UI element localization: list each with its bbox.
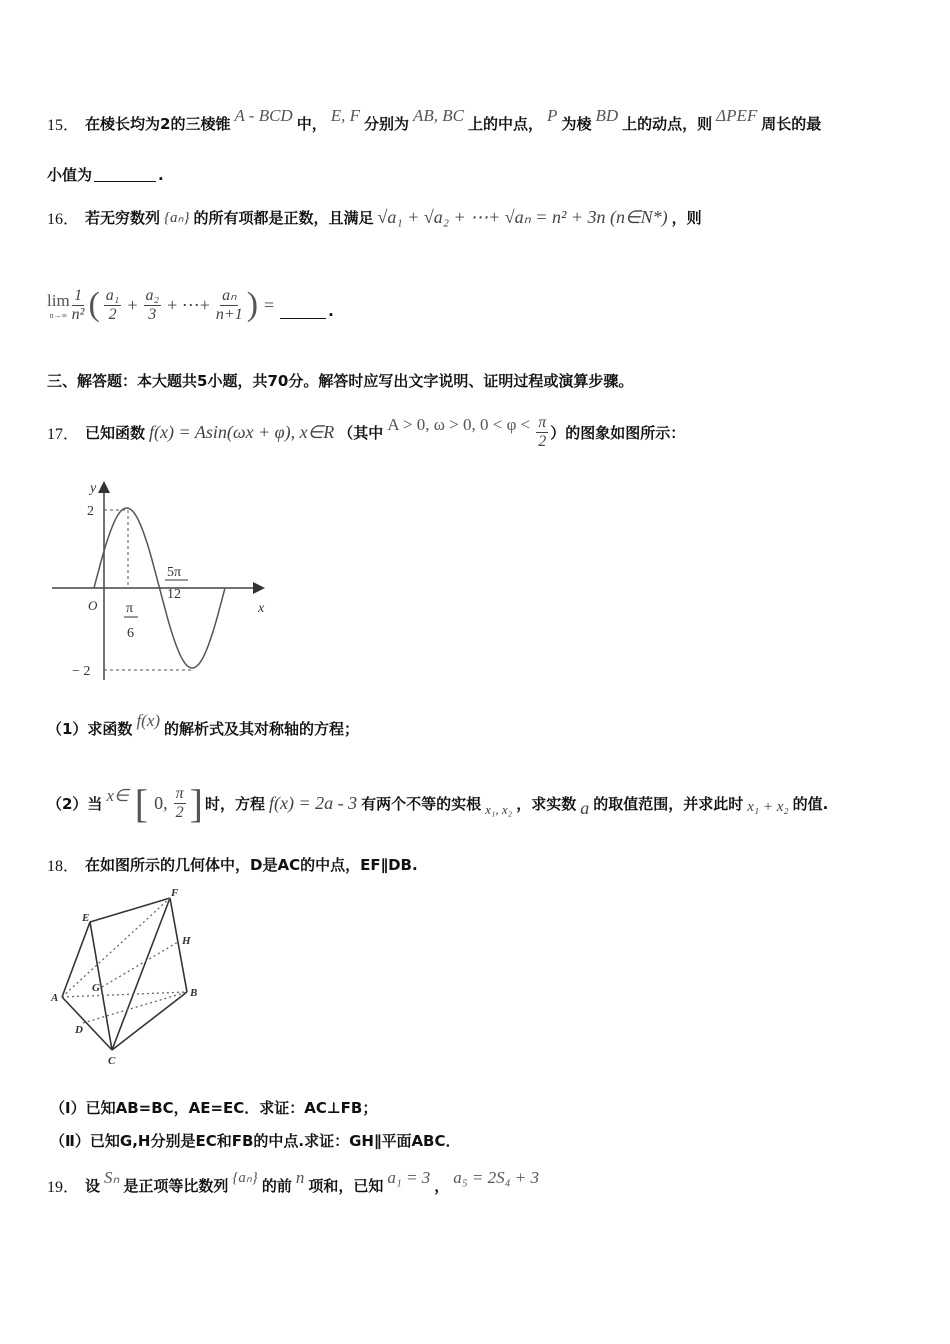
- y-min-label: − 2: [72, 664, 91, 679]
- vertex-label-h: H: [182, 935, 191, 947]
- math: √a₁ + √a₂ + ⋯+ √aₙ = n² + 3n (n∈N*): [377, 207, 668, 227]
- math: x₁, x₂: [485, 801, 513, 817]
- question-19-line-1: [47, 1167, 543, 1197]
- hidden-edges: [62, 898, 187, 1023]
- question-16-limit: lim n→∞ $\frac{1}{\text{n²}}$ ( $\frac{\text{a₁}}{2}$ + $\frac{\text{a₂}}{3}$ + ⋯+ $\frac{\text{aₙ}}{n+1}$ ) = .: [47, 286, 334, 323]
- text: （2）当: [47, 795, 103, 813]
- fraction: [104, 287, 122, 324]
- text: （1）求函数: [47, 720, 133, 738]
- question-number: 16．: [47, 211, 80, 228]
- text: 已知函数: [85, 424, 146, 442]
- question-18-line-1: [47, 853, 418, 876]
- answer-blank[interactable]: [280, 304, 326, 319]
- text: （其中: [338, 424, 384, 442]
- text: .: [328, 302, 334, 320]
- question-number: 15．: [47, 117, 80, 134]
- x-label: x: [258, 601, 265, 616]
- math: +: [127, 294, 138, 315]
- math: a₅ = 2S₄ + 3: [453, 1167, 540, 1187]
- numerator: aₙ: [222, 286, 237, 304]
- math: a: [580, 798, 590, 818]
- text: 在如图所示的几何体中，D是AC的中点，EF∥DB.: [85, 856, 418, 874]
- question-18-part-1: （Ⅰ）已知AB=BC，AE=EC．求证：AC⊥FB；: [50, 1099, 378, 1117]
- question-number: 19．: [47, 1179, 80, 1196]
- fraction: [536, 414, 548, 451]
- math: P: [547, 105, 558, 125]
- denominator: 2: [175, 804, 184, 821]
- zero-x-denominator: 12: [167, 587, 181, 602]
- math: n: [295, 1167, 305, 1187]
- math: E, F: [330, 105, 361, 125]
- lim-text: lim: [47, 290, 70, 310]
- math: a₁ = 3: [387, 1167, 431, 1187]
- numerator: 1: [74, 286, 83, 304]
- text: 分别为: [364, 115, 410, 133]
- text: 上的动点，则: [622, 115, 713, 133]
- math: f(x) = 2a - 3: [268, 793, 358, 813]
- math: A > 0, ω > 0, 0 < φ <: [387, 414, 531, 434]
- text: 若无穷数列: [85, 209, 161, 227]
- text: 中，: [296, 115, 327, 133]
- text: 为棱: [561, 115, 592, 133]
- question-16-line-1: [47, 206, 702, 229]
- text: 上的中点，: [468, 115, 544, 133]
- y-max-label: 2: [87, 504, 94, 519]
- fraction: [144, 287, 162, 324]
- text: ，则: [671, 209, 702, 227]
- text: 在棱长均为2的三棱锥: [85, 115, 231, 133]
- numerator: a₂: [145, 286, 160, 304]
- vertex-label-a: A: [51, 992, 59, 1004]
- polyhedron-figure: [40, 880, 220, 1080]
- question-number: 18．: [47, 858, 80, 875]
- text: 是正项等比数列: [123, 1177, 229, 1195]
- denominator: 3: [148, 305, 157, 323]
- text: 的所有项都是正数，且满足: [193, 209, 374, 227]
- fraction: [216, 287, 243, 324]
- zero-x-numerator: 5π: [167, 565, 182, 580]
- text: 的解析式及其对称轴的方程；: [164, 720, 360, 738]
- question-17-line-1: [47, 414, 685, 451]
- fraction: [174, 785, 186, 822]
- text: .: [158, 165, 164, 184]
- fraction: [72, 287, 85, 324]
- origin-label: O: [88, 598, 98, 613]
- y-label: y: [90, 481, 97, 496]
- peak-x-denominator: 6: [127, 626, 134, 641]
- lim-sub: n→∞: [49, 310, 68, 320]
- text: 的取值范围，并求此时: [593, 795, 744, 813]
- question-15-line-1: [47, 105, 822, 135]
- vertex-label-g: G: [92, 982, 100, 994]
- text: 的值.: [792, 795, 829, 813]
- text: ）的图象如图所示：: [550, 424, 686, 442]
- math: =: [264, 294, 275, 315]
- vertex-label-d: D: [75, 1024, 83, 1036]
- text: 时，方程: [204, 795, 265, 813]
- math: Sₙ: [104, 1167, 120, 1187]
- question-17-part-2: （2）当 x∈ [ 0, $\frac{\pi}{2}$ ] 时，方程 f(x) = 2a - 3 有两个不等的实根 x₁, x₂ ，求实数 a 的取值范围，并求此时 x₁ + x₂ 的值.: [47, 781, 829, 826]
- math: x₁ + x₂: [747, 799, 789, 815]
- math: f(x): [136, 710, 161, 730]
- math: {aₙ}: [232, 1170, 258, 1186]
- numerator: π: [175, 785, 184, 802]
- text: 周长的最: [761, 115, 822, 133]
- numerator: a₁: [105, 286, 120, 304]
- math: BD: [595, 105, 619, 125]
- question-18-part-2: （Ⅱ）已知G,H分别是EC和FB的中点.求证：GH∥平面ABC．: [50, 1132, 461, 1150]
- question-15-line-2: [47, 164, 164, 185]
- section-heading: 三、解答题：本大题共5小题，共70分。解答时应写出文字说明、证明过程或演算步骤。: [47, 372, 634, 390]
- vertex-label-f: F: [171, 887, 179, 899]
- text: 项和，已知: [308, 1177, 384, 1195]
- text: 设: [85, 1177, 101, 1195]
- vertex-label-b: B: [190, 987, 198, 999]
- denominator: n+1: [215, 305, 243, 323]
- math: ΔPEF: [716, 105, 758, 125]
- text: 小值为: [47, 166, 93, 184]
- math: 0,: [154, 793, 168, 813]
- math: {aₙ}: [164, 210, 190, 226]
- text: ，: [434, 1177, 450, 1195]
- numerator: π: [538, 414, 547, 431]
- vertex-label-e: E: [82, 912, 90, 924]
- vertex-label-c: C: [108, 1055, 116, 1067]
- text: 有两个不等的实根: [361, 795, 482, 813]
- denominator: 2: [538, 433, 547, 450]
- answer-blank[interactable]: [94, 167, 156, 182]
- question-17-part-1: [47, 710, 360, 739]
- math: A - BCD: [234, 105, 293, 125]
- sine-graph-figure: [0, 470, 300, 690]
- denominator: 2: [108, 305, 117, 323]
- math: f(x) = Asin(ωx + φ), x∈R: [149, 422, 335, 442]
- math: + ⋯+: [167, 294, 210, 315]
- denominator: n²: [71, 305, 85, 323]
- peak-x-numerator: π: [126, 601, 134, 616]
- limit: [47, 291, 70, 320]
- math: AB, BC: [413, 105, 465, 125]
- question-number: 17．: [47, 426, 80, 443]
- text: ，求实数: [516, 795, 577, 813]
- text: 的前: [261, 1177, 292, 1195]
- math: x∈: [106, 785, 129, 805]
